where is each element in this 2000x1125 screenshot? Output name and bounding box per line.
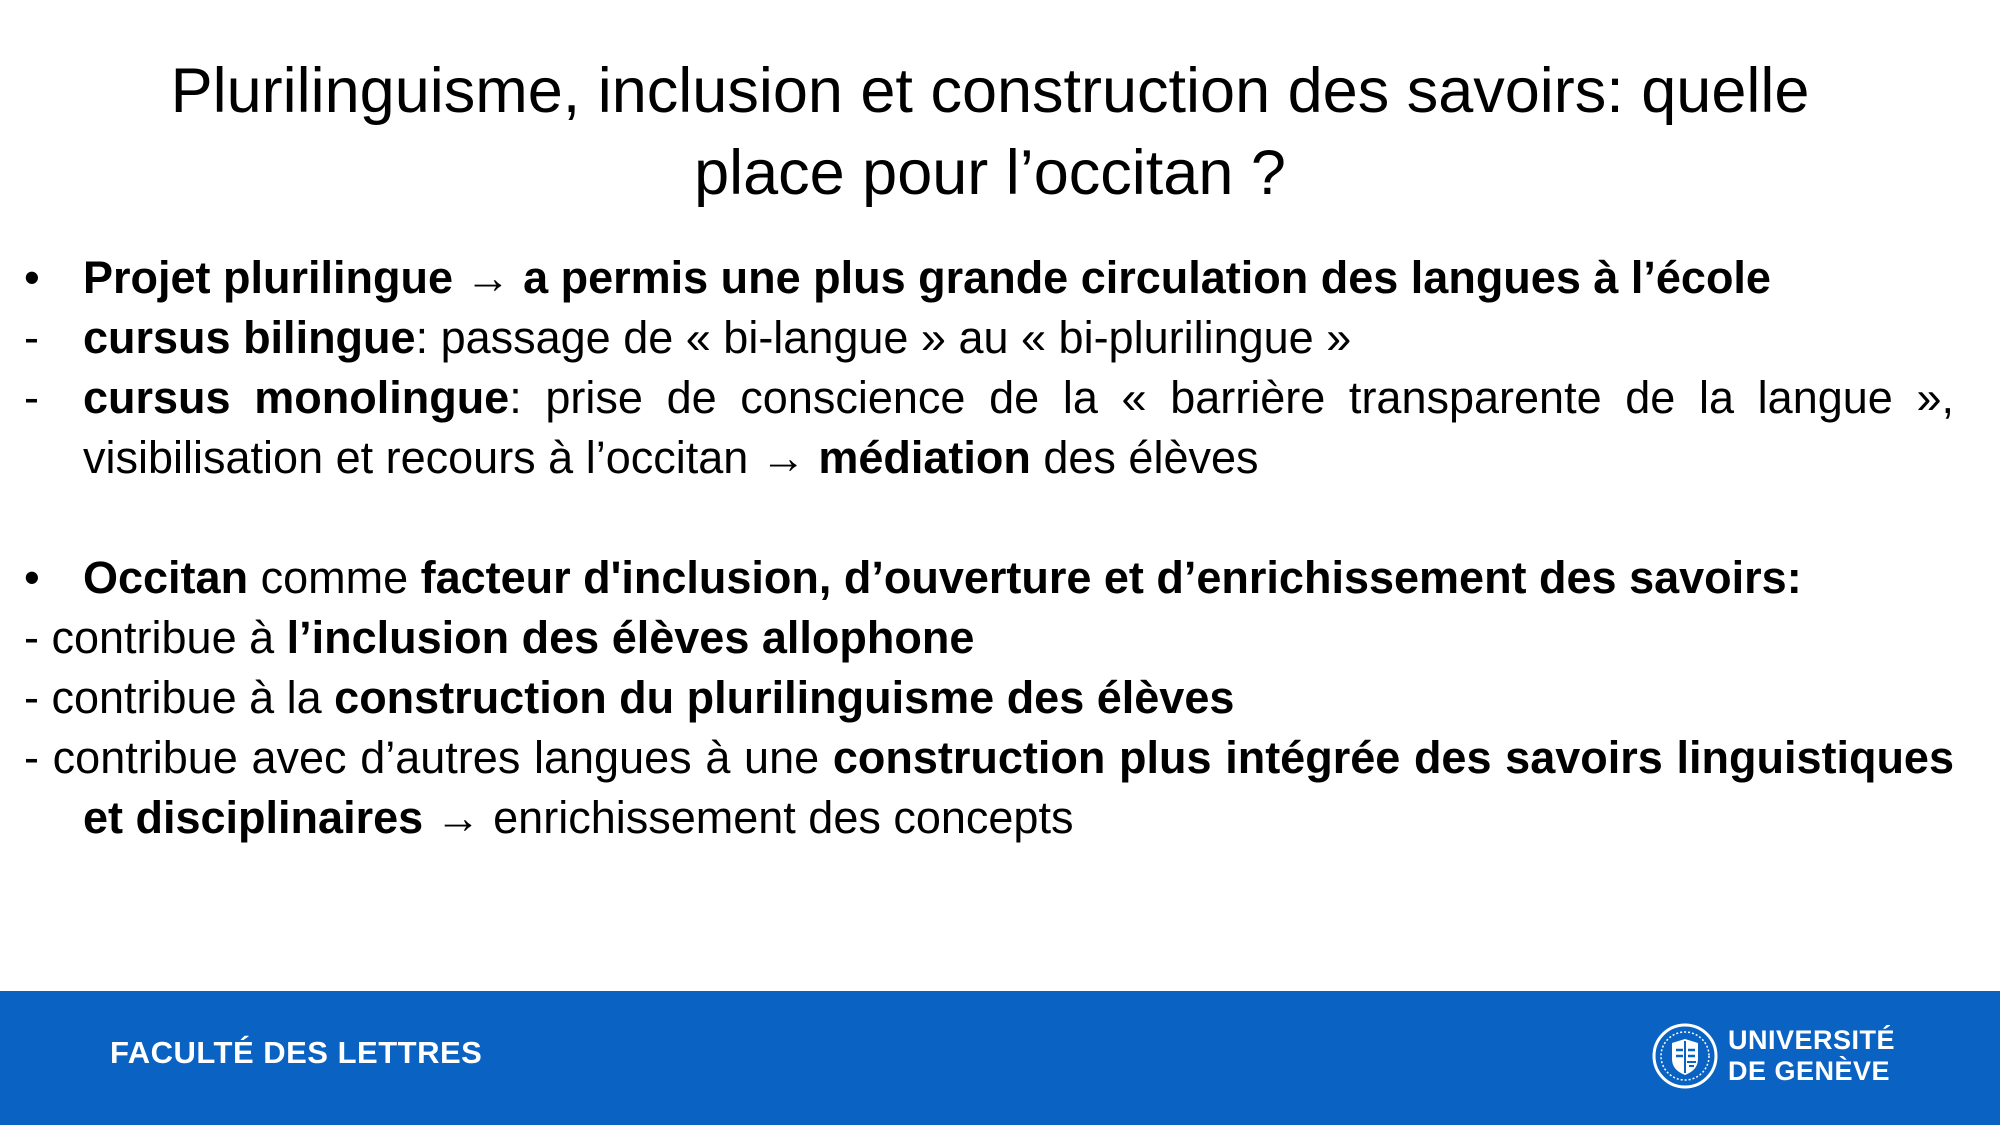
mediation-label: médiation — [818, 432, 1031, 483]
cursus-bilingue-label: cursus bilingue — [83, 312, 416, 363]
university-seal-icon — [1652, 1023, 1718, 1089]
occitan-facteur: facteur d'inclusion, d’ouverture et d’enrichissement des savoirs: — [420, 552, 1802, 603]
projet-plurilingue-detail: a permis une plus grande circulation des langues à l’école — [523, 252, 1771, 303]
slide-title — [60, 50, 1920, 214]
bullet-projet-plurilingue — [24, 248, 1954, 308]
arrow-right-icon: → — [435, 792, 481, 843]
cursus-bilingue-text: : passage de « bi-langue » au « bi-plurilingue » — [415, 312, 1352, 363]
cursus-monolingue-label: cursus monolingue — [83, 372, 510, 423]
arrow-right-icon: → — [465, 252, 511, 303]
slide-content — [24, 248, 1954, 848]
university-name — [1728, 1025, 1895, 1087]
university-name-line-2: DE GENÈVE — [1728, 1056, 1891, 1086]
projet-plurilingue-label: Projet plurilingue — [83, 252, 454, 303]
cursus-monolingue-text: : prise de conscience de la « barrière transparente de la langue », visibilisation et recours à l’occitan — [83, 372, 1955, 483]
bullet-occitan — [24, 548, 1954, 608]
mediation-text: des élèves — [1030, 432, 1259, 483]
occitan-comme: comme — [248, 552, 421, 603]
inclusion-text: - contribue à — [24, 612, 287, 663]
list-item-plurilinguisme — [24, 668, 1954, 728]
title-line-2: place pour l’occitan ? — [694, 138, 1286, 208]
savoirs-text: - contribue avec d’autres langues à une — [24, 732, 833, 783]
savoirs-text-after: enrichissement des concepts — [480, 792, 1074, 843]
bullet-marker: • — [24, 252, 40, 303]
list-item-cursus-monolingue — [24, 368, 1954, 488]
dash-marker: - — [24, 372, 39, 423]
list-item-cursus-bilingue — [24, 308, 1954, 368]
plurilinguisme-text: - contribue à la — [24, 672, 335, 723]
savoirs-bold: construction plus intégrée des savoirs linguistiques et disciplinaires — [83, 732, 1954, 843]
footer-bar — [0, 991, 2000, 1125]
title-line-1: Plurilinguisme, inclusion et construction des savoirs: quelle — [170, 56, 1810, 126]
list-item-inclusion — [24, 608, 1954, 668]
list-item-savoirs — [24, 728, 1954, 848]
spacer — [24, 488, 1954, 548]
arrow-right-icon: → — [760, 432, 806, 483]
faculty-label: FACULTÉ DES LETTRES — [110, 1035, 483, 1070]
plurilinguisme-bold: construction du plurilinguisme des élèves — [334, 672, 1235, 723]
university-logo — [1652, 1023, 1912, 1093]
bullet-marker: • — [24, 552, 40, 603]
dash-marker: - — [24, 312, 39, 363]
occitan-label: Occitan — [83, 552, 249, 603]
university-name-line-1: UNIVERSITÉ — [1728, 1025, 1896, 1055]
inclusion-bold: l’inclusion des élèves allophone — [286, 612, 975, 663]
